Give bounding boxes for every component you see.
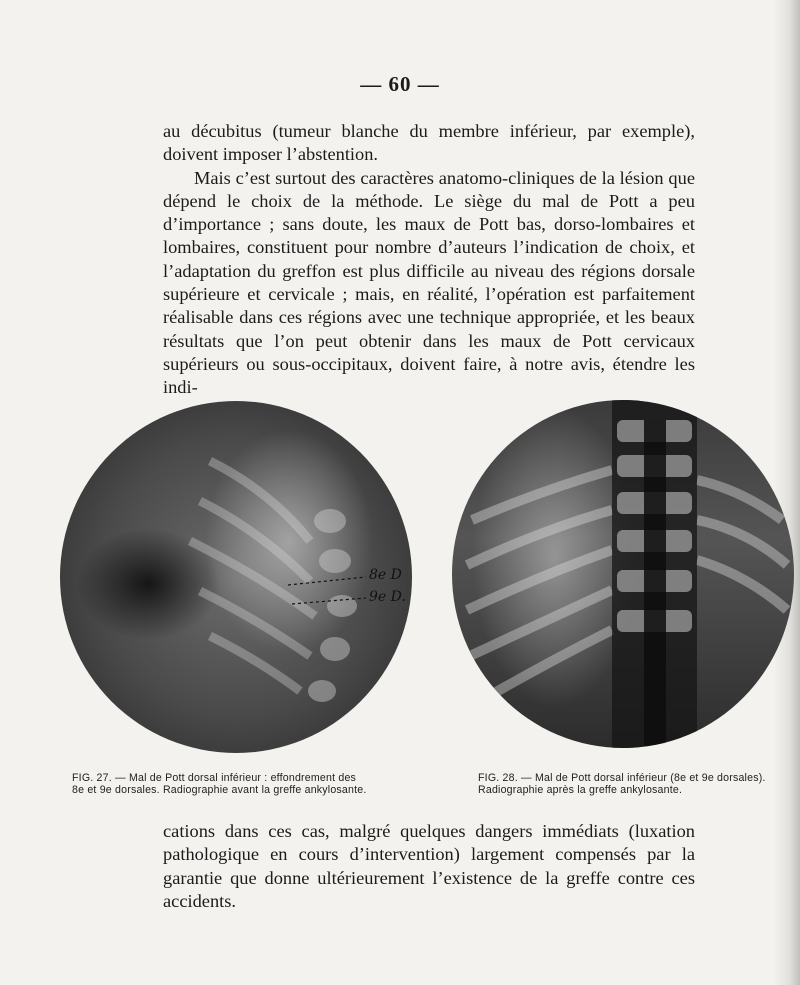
paragraph-anatomo-clinical: Mais c’est surtout des caractères anatomo-cliniques de la lésion que dépend le choix de la méthode. Le siège du mal de Pott a peu d’importance ; sans doute, les maux de Pott bas, dorso-lombaires et lombaires, constituent pour nombre d’auteurs l’indication de choix, et l’adaptation du greffon est plus difficile au niveau des régions dorsale supérieure et cervicale ; mais, en réalité, l’opération est parfaitement réalisable dans ces régions avec une technique appropriée, et les beaux résultats que l’on peut obtenir dans les maux de Pott cervicaux supérieurs ou sous-occipitaux, doivent faire, à notre avis, étendre les indi- [163,167,695,398]
radiograph-figure-27 [60,401,412,753]
figure-27-caption-line-1: FIG. 27. — Mal de Pott dorsal inférieur : effondrement des [72,772,357,784]
figure-28-caption [478,773,766,796]
page-number: — 60 — [360,72,440,96]
paragraph-conclusion: cations dans ces cas, malgré quelques dangers immédiats (luxation pathologique en cours d’intervention) largement compensés par la garantie que donne ultérieurement l’existence de la greffe contre ces accidents. [163,821,695,911]
vertebra-9-label: 9e D. [369,589,406,605]
vertebra-8-label: 8e D [369,567,402,583]
radiograph-figure-28 [452,400,794,748]
figure-28-caption-line-2: Radiographie après la greffe ankylosante. [478,783,683,796]
radiograph-27-image [60,401,412,753]
figure-27-caption-line-2: 8e et 9e dorsales. Radiographie avant la greffe ankylosante. [72,783,367,796]
paragraph-continuation: au décubitus (tumeur blanche du membre inférieur, par exemple), doivent imposer l’abstention. [163,121,695,165]
radiograph-28-image [452,400,794,748]
top-text-block [163,120,695,400]
figure-27-caption [72,773,367,796]
figure-28-caption-line-1: FIG. 28. — Mal de Pott dorsal inférieur (8e et 9e dorsales). [478,772,766,784]
bottom-text-block [163,820,695,913]
